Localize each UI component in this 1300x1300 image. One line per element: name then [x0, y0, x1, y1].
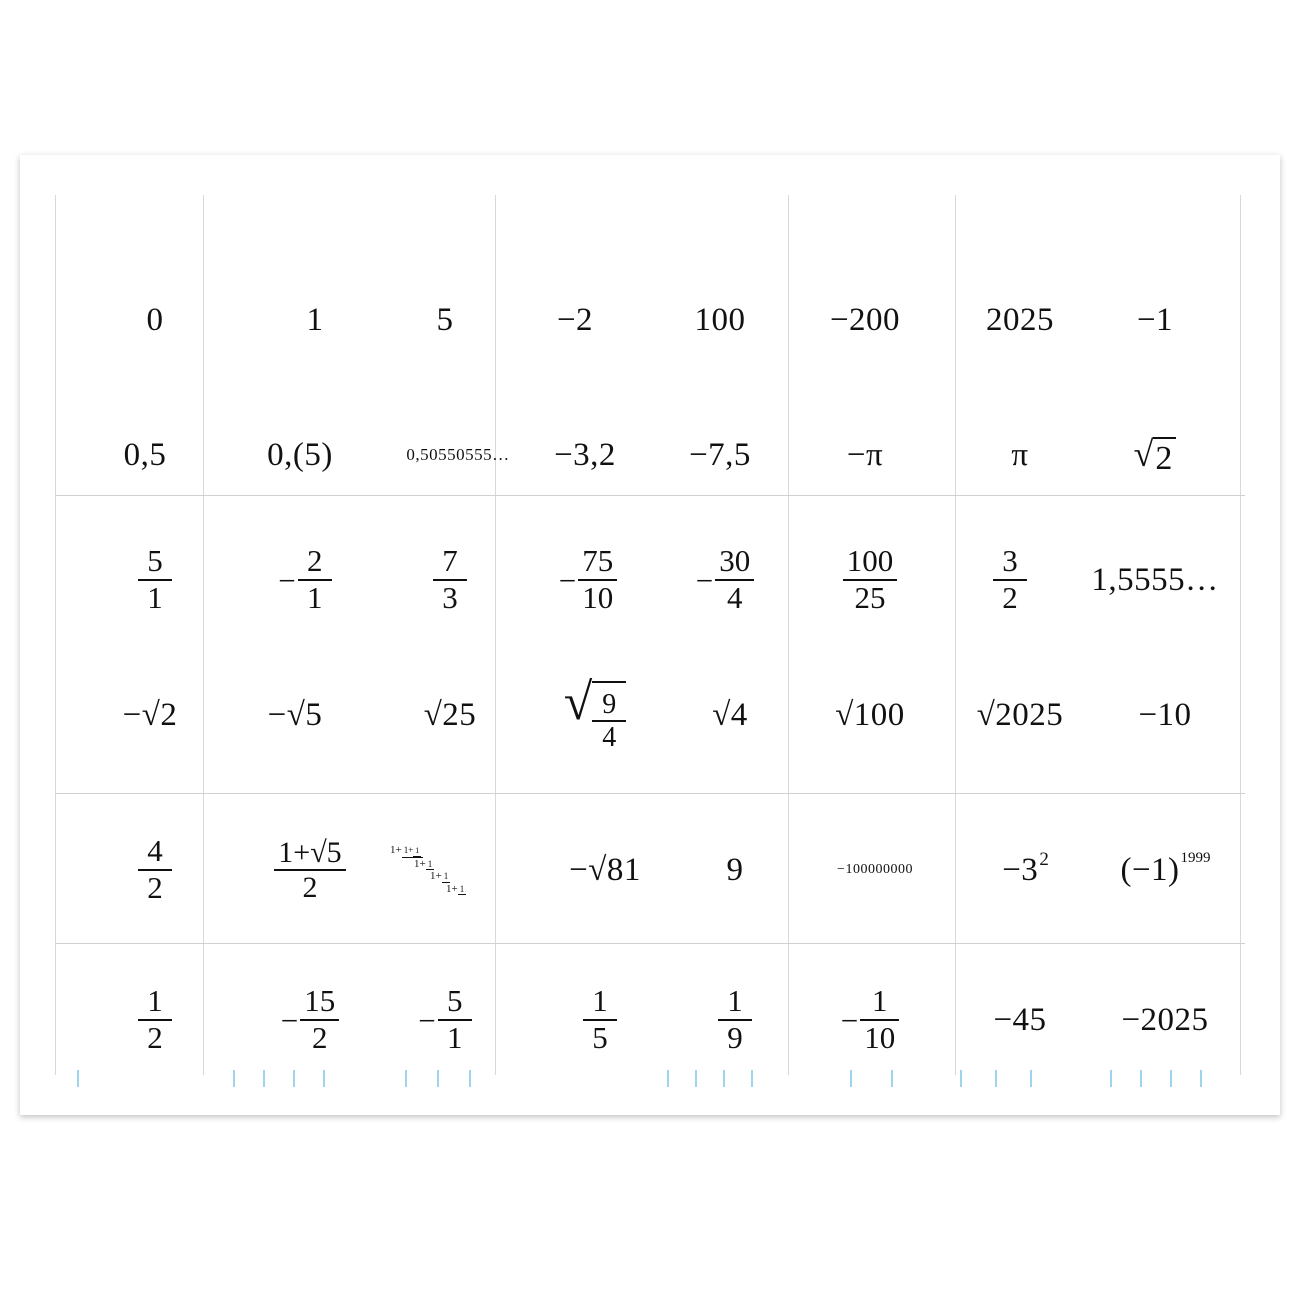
fraction: $\frac{1+√5}{2}$ — [274, 837, 345, 904]
cell-value — [1090, 420, 1220, 490]
tick-mark — [469, 1070, 471, 1087]
cell-value — [523, 525, 653, 635]
sqrt-icon: √ 2 — [1134, 433, 1177, 478]
cell-value: −√81 — [569, 851, 641, 888]
cell-value — [245, 965, 375, 1075]
tick-mark — [293, 1070, 295, 1087]
tick-mark — [1200, 1070, 1202, 1087]
table-row — [55, 525, 1245, 635]
cell-value: 100 — [694, 301, 746, 338]
tick-mark — [1170, 1070, 1172, 1087]
cell-value: 9 — [726, 851, 744, 888]
cell-value — [545, 965, 655, 1075]
cell-value: 0,50550555… — [406, 445, 510, 464]
cell-value: −45 — [993, 1001, 1047, 1038]
tick-mark — [1110, 1070, 1112, 1087]
tick-mark — [667, 1070, 669, 1087]
cell-value — [105, 525, 205, 635]
fraction: $\frac{7}{3}$ — [433, 545, 467, 614]
cell-value — [810, 525, 930, 635]
cell-value — [955, 815, 1095, 925]
fraction: $\frac{100}{25}$ — [843, 545, 898, 614]
number-table-sheet — [55, 195, 1245, 1075]
cell-value: √4 — [712, 696, 748, 733]
fraction: − $\frac{15}{2}$ — [281, 985, 339, 1054]
cell-value — [680, 965, 790, 1075]
cell-value — [250, 525, 360, 635]
tick-mark — [751, 1070, 753, 1087]
tick-mark — [405, 1070, 407, 1087]
cell-value — [105, 965, 205, 1075]
fraction: − $\frac{30}{4}$ — [696, 545, 754, 614]
grid-hline-2 — [55, 793, 1245, 794]
cell-value — [400, 525, 500, 635]
whiteboard-panel — [20, 155, 1280, 1115]
tick-mark — [263, 1070, 265, 1087]
cell-value: √100 — [835, 696, 905, 733]
power-base: −3 — [1002, 851, 1039, 888]
tick-mark — [233, 1070, 235, 1087]
tick-mark — [1140, 1070, 1142, 1087]
cell-value: 5 — [436, 301, 454, 338]
tick-mark — [1030, 1070, 1032, 1087]
tick-mark — [850, 1070, 852, 1087]
cell-value — [665, 525, 785, 635]
cell-value: −100000000 — [837, 862, 913, 877]
cell-value: 0,5 — [123, 436, 167, 473]
tick-mark — [960, 1070, 962, 1087]
cell-value: −200 — [829, 301, 901, 338]
cell-value: −10 — [1138, 696, 1192, 733]
tick-mark — [995, 1070, 997, 1087]
cell-value: π — [1011, 436, 1029, 473]
cell-value: 1,5555… — [1091, 561, 1219, 598]
tick-mark — [437, 1070, 439, 1087]
tick-mark — [77, 1070, 79, 1087]
cell-value — [1090, 815, 1240, 925]
cell-value — [805, 965, 935, 1075]
table-row — [55, 965, 1245, 1075]
cell-value: −√5 — [267, 696, 323, 733]
fraction: $\frac{5}{1}$ — [138, 545, 172, 614]
cell-value — [385, 965, 505, 1075]
tick-mark — [723, 1070, 725, 1087]
fraction: − $\frac{2}{1}$ — [278, 545, 331, 614]
fraction: $\frac{1}{2}$ — [138, 985, 172, 1054]
power-exponent: 1999 — [1180, 849, 1211, 866]
cell-value: −√2 — [122, 696, 178, 733]
fraction: $\frac{1}{9}$ — [718, 985, 752, 1054]
tick-mark — [323, 1070, 325, 1087]
cell-value: −2 — [556, 301, 594, 338]
cell-value: √2025 — [976, 696, 1064, 733]
cell-value: −7,5 — [689, 436, 751, 473]
tick-mark-strip — [55, 1070, 1255, 1090]
cell-value: −2025 — [1121, 1001, 1209, 1038]
cell-value: 0 — [146, 301, 164, 338]
power-exponent: 2 — [1039, 849, 1049, 870]
cell-value: −π — [846, 436, 884, 473]
fraction: $\frac{4}{2}$ — [138, 835, 172, 904]
cell-value: 1 — [306, 301, 324, 338]
fraction: − $\frac{5}{1}$ — [418, 985, 471, 1054]
continued-fraction: 1+ 1+ 1 1+ 1 1+ 1 1+ 1 — [390, 844, 465, 895]
table-row — [55, 285, 1245, 355]
table-row — [55, 660, 1245, 770]
fraction: − $\frac{1}{10}$ — [841, 985, 899, 1054]
table-row — [55, 815, 1245, 925]
fraction: $\frac{1}{5}$ — [583, 985, 617, 1054]
cell-value: 0,(5) — [267, 436, 333, 473]
cell-value — [385, 815, 545, 925]
cell-value: √25 — [423, 696, 477, 733]
cell-value — [960, 525, 1060, 635]
cell-value — [105, 815, 205, 925]
cell-value — [235, 815, 385, 925]
tick-mark — [891, 1070, 893, 1087]
table-row — [55, 420, 1245, 490]
cell-value: −3,2 — [554, 436, 616, 473]
power-base: (−1) — [1120, 851, 1180, 888]
grid-hline-3 — [55, 943, 1245, 944]
sqrt-icon: √ $\frac{9}{4}$ — [564, 678, 627, 753]
fraction: − $\frac{75}{10}$ — [559, 545, 617, 614]
tick-mark — [695, 1070, 697, 1087]
fraction: $\frac{3}{2}$ — [993, 545, 1027, 614]
cell-value: 2025 — [986, 301, 1054, 338]
cell-value: −1 — [1136, 301, 1174, 338]
grid-hline-1 — [55, 495, 1245, 496]
cell-value — [525, 660, 665, 770]
